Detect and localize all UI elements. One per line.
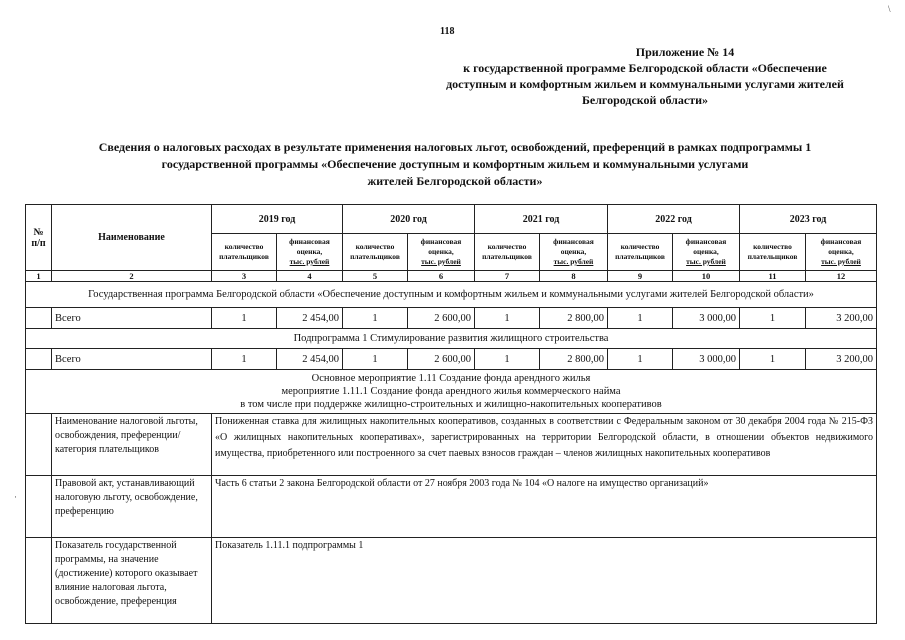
count-cell: 1: [740, 308, 806, 329]
scan-mark: \: [888, 4, 891, 14]
program-row: Государственная программа Белгородской области «Обеспечение доступным и комфортным жильем и коммунальными услугами жителей Белгородской области»: [26, 282, 877, 308]
fin-cell: 3 000,00: [673, 308, 740, 329]
page-number: 118: [440, 26, 455, 37]
count-cell: 1: [608, 349, 673, 370]
column-number: 11: [740, 271, 806, 282]
header-count: количество плательщиков: [343, 234, 408, 271]
column-number: 3: [212, 271, 277, 282]
appendix-header: [420, 44, 870, 108]
count-cell: 1: [608, 308, 673, 329]
subprogram-row: Подпрограмма 1 Стимулирование развития жилищного строительства: [26, 329, 877, 349]
header-count: количество плательщиков: [212, 234, 277, 271]
fin-cell: 3 200,00: [806, 349, 877, 370]
fin-cell: 3 000,00: [673, 349, 740, 370]
header-count: количество плательщиков: [740, 234, 806, 271]
header-year: 2021 год: [475, 205, 608, 234]
column-number: 4: [277, 271, 343, 282]
row-number: [26, 538, 52, 624]
header-name: Наименование: [52, 205, 212, 271]
count-cell: 1: [740, 349, 806, 370]
fin-cell: 2 800,00: [540, 349, 608, 370]
column-number: 7: [475, 271, 540, 282]
detail-label: Показатель государственной программы, на значение (достижение) которого оказывает влияние налоговая льгота, освобождение, преференция: [52, 538, 212, 624]
count-cell: 1: [475, 308, 540, 329]
appendix-line: доступным и комфортным жильем и коммунальными услугами жителей: [446, 77, 844, 91]
count-cell: 1: [343, 308, 408, 329]
header-count: количество плательщиков: [475, 234, 540, 271]
column-number: 1: [26, 271, 52, 282]
header-fin: финансовая оценка, тыс. рублей: [408, 234, 475, 271]
total-label: Всего: [52, 308, 212, 329]
fin-cell: 2 600,00: [408, 308, 475, 329]
document-title-line: жителей Белгородской области»: [367, 174, 543, 188]
appendix-title: Приложение № 14: [635, 45, 735, 59]
header-year: 2022 год: [608, 205, 740, 234]
count-cell: 1: [343, 349, 408, 370]
document-title: [40, 139, 870, 190]
appendix-line: к государственной программе Белгородской области «Обеспечение: [463, 61, 827, 75]
column-number: 8: [540, 271, 608, 282]
detail-label: Наименование налоговой льготы, освобождения, преференции/категория плательщиков: [52, 414, 212, 476]
fin-cell: 2 454,00: [277, 349, 343, 370]
row-number: [26, 308, 52, 329]
fin-cell: 2 800,00: [540, 308, 608, 329]
measure-row: [26, 370, 877, 414]
column-number: 6: [408, 271, 475, 282]
column-number: 5: [343, 271, 408, 282]
header-number: № п/п: [26, 205, 52, 271]
column-number: 2: [52, 271, 212, 282]
document-title-line: государственной программы «Обеспечение доступным и комфортным жильем и коммунальными услугами: [161, 157, 749, 171]
document-title-line: Сведения о налоговых расходах в результате применения налоговых льгот, освобождений, преференций в рамках подпрограммы 1: [98, 140, 812, 154]
detail-value: Пониженная ставка для жилищных накопительных кооперативов, созданных в соответствии с Федеральным законом от 30 декабря 2004 года № 215-ФЗ «О жилищных накопительных кооперативах», зарегистрированных на территории Белгородской области, в отношении объектов недвижимого имущества, приобретенного или построенного за счет паевых взносов граждан – членов жилищных накопительных кооперативов: [212, 414, 877, 476]
count-cell: 1: [475, 349, 540, 370]
column-number: 9: [608, 271, 673, 282]
header-fin: финансовая оценка, тыс. рублей: [806, 234, 877, 271]
header-fin: финансовая оценка, тыс. рублей: [277, 234, 343, 271]
total-label: Всего: [52, 349, 212, 370]
header-year: 2023 год: [740, 205, 877, 234]
header-count: количество плательщиков: [608, 234, 673, 271]
header-fin: финансовая оценка, тыс. рублей: [540, 234, 608, 271]
header-year: 2020 год: [343, 205, 475, 234]
measure-line: мероприятие 1.11.1 Создание фонда арендного жилья коммерческого найма: [281, 386, 621, 397]
column-number: 12: [806, 271, 877, 282]
measure-line: в том числе при поддержке жилищно-строительных и жилищно-накопительных кооперативов: [240, 399, 662, 410]
tax-expenditures-table: [25, 204, 877, 624]
header-fin: финансовая оценка, тыс. рублей: [673, 234, 740, 271]
count-cell: 1: [212, 349, 277, 370]
detail-value: Показатель 1.11.1 подпрограммы 1: [212, 538, 877, 624]
row-number: [26, 349, 52, 370]
measure-line: Основное мероприятие 1.11 Создание фонда арендного жилья: [311, 373, 591, 384]
row-number: [26, 414, 52, 476]
fin-cell: 2 600,00: [408, 349, 475, 370]
scan-mark: ·: [14, 492, 17, 502]
count-cell: 1: [212, 308, 277, 329]
fin-cell: 2 454,00: [277, 308, 343, 329]
detail-label: Правовой акт, устанавливающий налоговую льготу, освобождение, преференцию: [52, 476, 212, 538]
appendix-line: Белгородской области»: [581, 93, 709, 107]
header-year: 2019 год: [212, 205, 343, 234]
row-number: [26, 476, 52, 538]
detail-value: Часть 6 статьи 2 закона Белгородской области от 27 ноября 2003 года № 104 «О налоге на имущество организаций»: [212, 476, 877, 538]
column-number: 10: [673, 271, 740, 282]
fin-cell: 3 200,00: [806, 308, 877, 329]
